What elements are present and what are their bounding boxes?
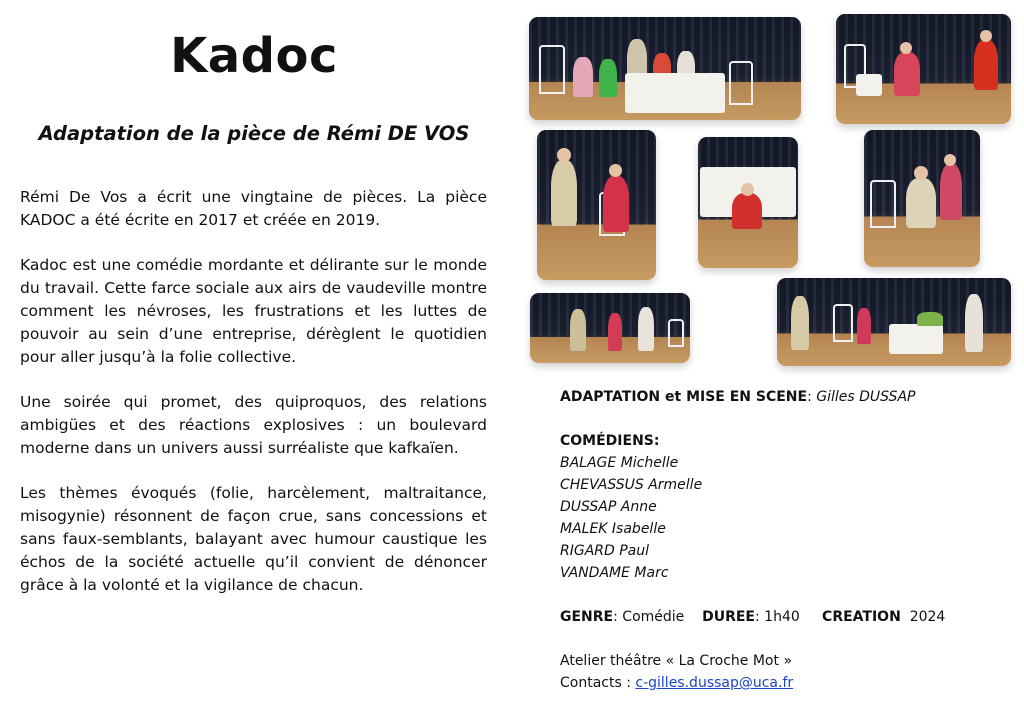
director-name: Gilles DUSSAP bbox=[816, 389, 916, 405]
cast-member: CHEVASSUS Armelle bbox=[560, 477, 703, 493]
stage-photo-dinner bbox=[529, 17, 801, 120]
cast-label: COMÉDIENS: bbox=[560, 433, 660, 449]
direction-label: ADAPTATION et MISE EN SCENE bbox=[560, 389, 808, 405]
contact-email-link[interactable]: c-gilles.dussap@uca.fr bbox=[635, 675, 794, 691]
stage-photo-seated bbox=[864, 130, 980, 267]
duree-value: 1h40 bbox=[764, 609, 800, 625]
description bbox=[20, 186, 487, 619]
stage-photo-wide-scene bbox=[777, 278, 1011, 366]
genre-value: Comédie bbox=[622, 609, 685, 625]
paragraph: Une soirée qui promet, des quiproquos, des relations ambigües et des réactions explosives : un boulevard moderne dans un univers aussi surréaliste que kafkaïen. bbox=[20, 393, 487, 457]
cast-member: RIGARD Paul bbox=[560, 543, 650, 559]
creation-label: CREATION bbox=[822, 609, 901, 625]
atelier-name: Atelier théâtre « La Croche Mot » bbox=[560, 653, 793, 669]
genre-label: GENRE bbox=[560, 609, 614, 625]
page-subtitle: Adaptation de la pièce de Rémi DE VOS bbox=[38, 122, 470, 145]
page-title: Kadoc bbox=[170, 28, 338, 84]
credits bbox=[560, 386, 990, 694]
cast-member: DUSSAP Anne bbox=[560, 499, 657, 515]
cast-member: VANDAME Marc bbox=[560, 565, 669, 581]
paragraph: Kadoc est une comédie mordante et délirante sur le monde du travail. Cette farce sociale aux airs de vaudeville montre comment les névroses, les frustrations et les luttes de pouvoir au sein d’une entreprise, dérèglent le quotidien pour aller jusqu’à la folie collective. bbox=[20, 256, 487, 366]
creation-value: 2024 bbox=[909, 609, 946, 625]
contacts-label: Contacts : bbox=[560, 675, 631, 691]
stage-photo-trio bbox=[530, 293, 690, 363]
paragraph: Les thèmes évoqués (folie, harcèlement, maltraitance, misogynie) résonnent de façon crue, sans concessions et sans faux-semblants, balayant avec humour caustique les échos de la société actuelle qu’il convient de dénoncer grâce à la volonté et la vigilance de chacun. bbox=[20, 484, 487, 594]
paragraph: Rémi De Vos a écrit une vingtaine de pièces. La pièce KADOC a été écrite en 2017 et créée en 2019. bbox=[20, 188, 487, 229]
cast-member: MALEK Isabelle bbox=[560, 521, 666, 537]
info-line: GENRE: Comédie DUREE: 1h40 CREATION 2024 bbox=[560, 609, 946, 625]
cast-member: BALAGE Michelle bbox=[560, 455, 679, 471]
direction-line: ADAPTATION et MISE EN SCENE: Gilles DUSSAP bbox=[560, 389, 916, 405]
stage-photo-under-table bbox=[698, 137, 798, 268]
duree-label: DUREE bbox=[702, 609, 755, 625]
stage-photo-couple bbox=[537, 130, 656, 280]
stage-photo-red-dance bbox=[836, 14, 1011, 124]
